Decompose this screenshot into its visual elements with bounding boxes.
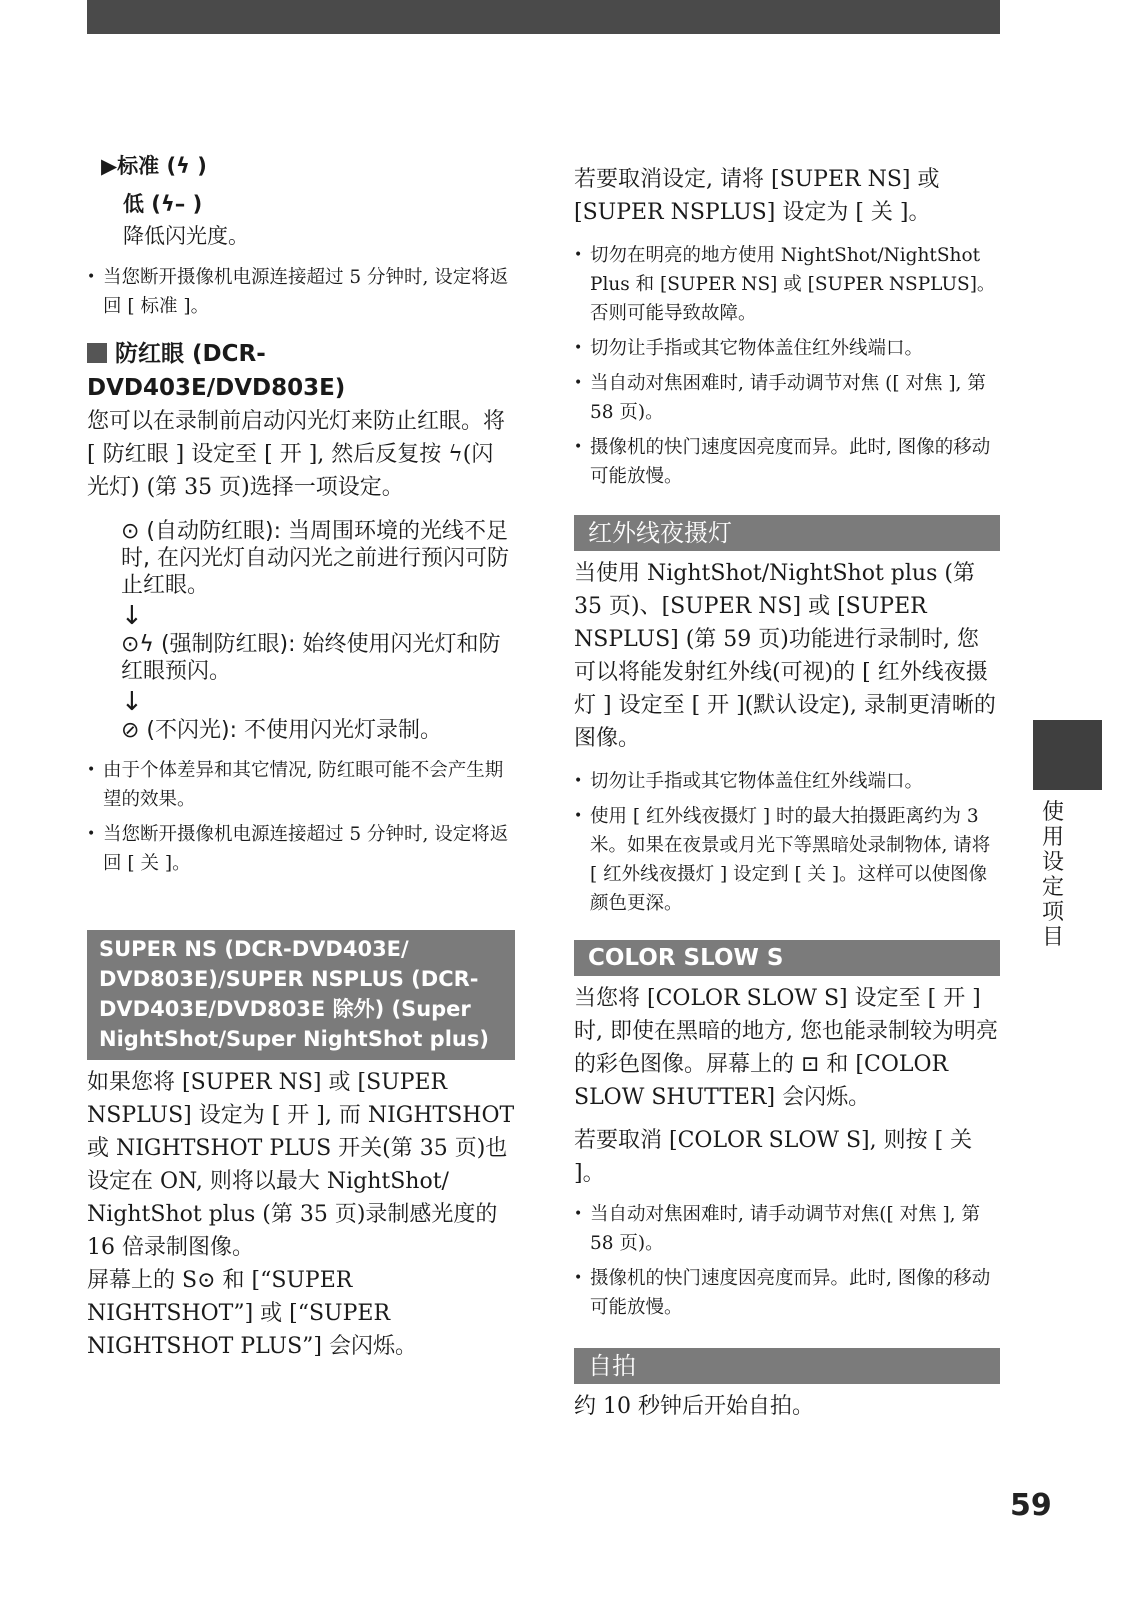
flash-note: • 当您断开摄像机电源连接超过 5 分钟时, 设定将返回 [ 标准 ]。 (87, 263, 515, 321)
left-column (87, 150, 515, 1363)
down-arrow-icon: ↓ (121, 687, 143, 717)
nightshot-note: • 当自动对焦困难时, 请手动调节对焦 ([ 对焦 ], 第 58 页)。 (574, 369, 1000, 427)
ir-light-note: • 切勿让手指或其它物体盖住红外线端口。 (574, 767, 1000, 796)
redeye-intro: 您可以在录制前启动闪光灯来防止红眼。将 [ 防红眼 ] 设定至 [ 开 ], 然后反复按 ϟ(闪光灯) (第 35 页)选择一项设定。 (87, 409, 506, 500)
redeye-flow (87, 518, 515, 744)
square-bullet-icon (87, 343, 107, 363)
self-timer-body: 约 10 秒钟后开始自拍。 (574, 1394, 814, 1419)
ir-light-heading: 红外线夜摄灯 (574, 515, 1000, 551)
header-bar (87, 0, 1000, 34)
side-tab (1033, 720, 1102, 790)
superns-body-2: 屏幕上的 S⊙ 和 [“SUPER NIGHTSHOT”] 或 [“SUPER NIGHTSHOT PLUS”] 会闪烁。 (87, 1268, 417, 1359)
nightshot-note: • 切勿在明亮的地方使用 NightShot/NightShot Plus 和 [SUPER NS] 或 [SUPER NSPLUS]。否则可能导致故障。 (574, 241, 1000, 328)
option-low-desc: 降低闪光度。 (123, 224, 249, 248)
redeye-notes (87, 756, 515, 878)
ir-light-notes (574, 767, 1000, 918)
nightshot-notes (574, 241, 1000, 491)
option-standard: ▶标准 (ϟ ) (101, 154, 207, 178)
color-slow-cancel: 若要取消 [COLOR SLOW S], 则按 [ 关 ]。 (574, 1128, 973, 1186)
superns-body: 如果您将 [SUPER NS] 或 [SUPER NSPLUS] 设定为 [ 开 ], 而 NIGHTSHOT 或 NIGHTSHOT PLUS 开关(第 35 页)也设定在 ON, 则将以最大 NightShot/ NightShot plus (第 35 页)录制感光度的 16 倍录制图像。 (87, 1070, 515, 1260)
option-low: 低 (ϟ– ) (123, 192, 203, 216)
color-slow-notes (574, 1200, 1000, 1322)
ir-light-note: • 使用 [ 红外线夜摄灯 ] 时的最大拍摄距离约为 3 米。如果在夜景或月光下等黑暗处录制物体, 请将 [ 红外线夜摄灯 ] 设定到 [ 关 ]。这样可以使图像颜色更深。 (574, 802, 1000, 918)
down-arrow-icon: ↓ (121, 601, 143, 631)
color-slow-note: • 摄像机的快门速度因亮度而异。此时, 图像的移动可能放慢。 (574, 1264, 1000, 1322)
self-timer-heading: 自拍 (574, 1348, 1000, 1384)
side-tab-label: 使 用 设 定 项 目 (1041, 800, 1064, 950)
flow-auto: ⊙ (自动防红眼): 当周围环境的光线不足时, 在闪光灯自动闪光之前进行预闪可防止红眼。 (121, 519, 509, 598)
color-slow-heading: COLOR SLOW S (574, 940, 1000, 976)
ir-light-body: 当使用 NightShot/NightShot plus (第 35 页)、[SUPER NS] 或 [SUPER NSPLUS] (第 59 页)功能进行录制时, 您可以将能发射红外线(可视)的 [ 红外线夜摄灯 ] 设定至 [ 开 ](默认设定), 录制更清晰的图像。 (574, 561, 996, 751)
redeye-note: • 当您断开摄像机电源连接超过 5 分钟时, 设定将返回 [ 关 ]。 (87, 820, 515, 878)
color-slow-body: 当您将 [COLOR SLOW S] 设定至 [ 开 ] 时, 即使在黑暗的地方, 您也能录制较为明亮的彩色图像。屏幕上的 ⊡ 和 [COLOR SLOW SHUTTER] 会闪烁。 (574, 986, 998, 1110)
flow-forced: ⊙ϟ (强制防红眼): 始终使用闪光灯和防红眼预闪。 (121, 632, 501, 684)
flash-notes (87, 263, 515, 321)
superns-heading: SUPER NS (DCR-DVD403E/ DVD803E)/SUPER NSPLUS (DCR-DVD403E/DVD803E 除外) (Super NightShot/Super NightShot plus) (87, 930, 515, 1060)
right-column (574, 163, 1000, 1423)
color-slow-note: • 当自动对焦困难时, 请手动调节对焦([ 对焦 ], 第 58 页)。 (574, 1200, 1000, 1258)
flow-off: ⊘ (不闪光): 不使用闪光灯录制。 (121, 718, 442, 743)
nightshot-note: • 切勿让手指或其它物体盖住红外线端口。 (574, 334, 1000, 363)
page-number: 59 (1010, 1488, 1052, 1523)
cancel-text: 若要取消设定, 请将 [SUPER NS] 或 [SUPER NSPLUS] 设定为 [ 关 ]。 (574, 167, 940, 225)
nightshot-note: • 摄像机的快门速度因亮度而异。此时, 图像的移动可能放慢。 (574, 433, 1000, 491)
redeye-heading: 防红眼 (DCR-DVD403E/DVD803E) (87, 341, 346, 401)
redeye-note: • 由于个体差异和其它情况, 防红眼可能不会产生期望的效果。 (87, 756, 515, 814)
